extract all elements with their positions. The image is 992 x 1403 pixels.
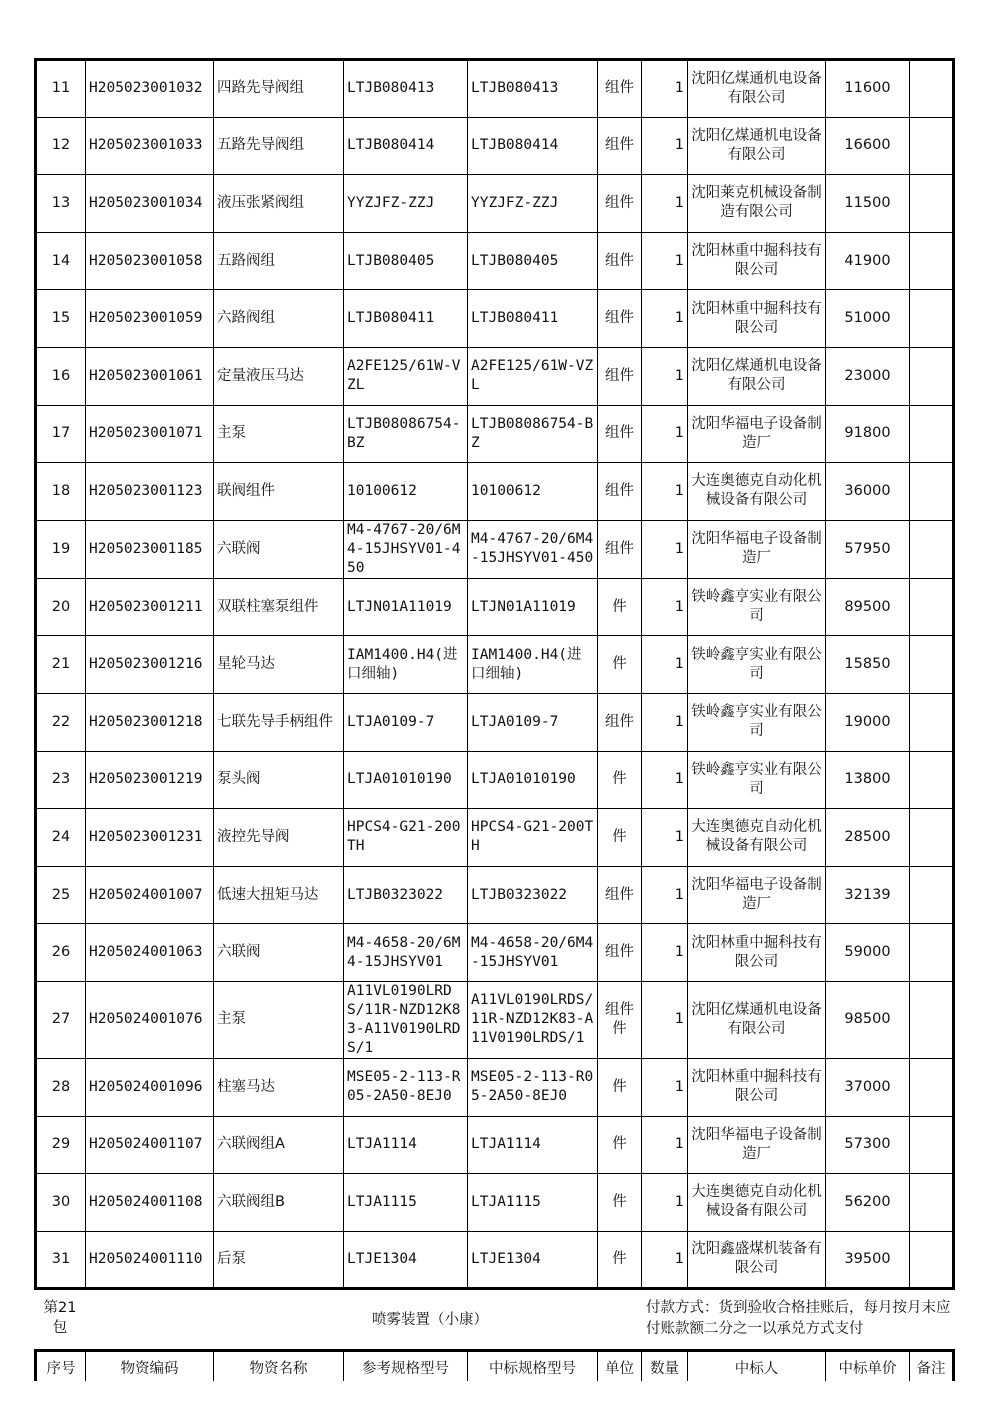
note-cell bbox=[910, 578, 954, 636]
bid-spec-cell: LTJB080413 bbox=[468, 60, 598, 118]
row-number-cell: 22 bbox=[36, 693, 86, 751]
unit-cell: 组件 bbox=[598, 924, 642, 982]
table-row bbox=[36, 520, 954, 578]
table-row bbox=[36, 1116, 954, 1174]
bid-spec-cell: A11VL0190LRDS/11R-NZD12K83-A11V0190LRDS/1 bbox=[468, 981, 598, 1058]
unit-cell: 件 bbox=[598, 578, 642, 636]
quantity-cell: 1 bbox=[642, 809, 688, 867]
material-name-cell: 六联阀组A bbox=[214, 1116, 344, 1174]
note-cell bbox=[910, 1058, 954, 1116]
reference-spec-cell: HPCS4-G21-200TH bbox=[344, 809, 468, 867]
package-footer bbox=[0, 1298, 992, 1350]
note-cell bbox=[910, 290, 954, 348]
material-code-cell: H205024001007 bbox=[86, 866, 214, 924]
quantity-cell: 1 bbox=[642, 463, 688, 521]
material-name-cell: 液控先导阀 bbox=[214, 809, 344, 867]
quantity-cell: 1 bbox=[642, 405, 688, 463]
row-number-cell: 23 bbox=[36, 751, 86, 809]
row-number-cell: 19 bbox=[36, 520, 86, 578]
quantity-cell: 1 bbox=[642, 1058, 688, 1116]
note-cell bbox=[910, 463, 954, 521]
table-row bbox=[36, 175, 954, 233]
unit-cell: 件 bbox=[598, 1058, 642, 1116]
table-row bbox=[36, 809, 954, 867]
bid-spec-cell: HPCS4-G21-200TH bbox=[468, 809, 598, 867]
quantity-cell: 1 bbox=[642, 693, 688, 751]
reference-spec-cell: LTJA1114 bbox=[344, 1116, 468, 1174]
reference-spec-cell: LTJA01010190 bbox=[344, 751, 468, 809]
row-number-cell: 16 bbox=[36, 347, 86, 405]
unit-price-cell: 89500 bbox=[826, 578, 910, 636]
material-name-cell: 主泵 bbox=[214, 981, 344, 1058]
material-name-cell: 六联阀 bbox=[214, 520, 344, 578]
bidder-cell: 大连奥德克自动化机械设备有限公司 bbox=[688, 809, 826, 867]
material-name-cell: 泵头阀 bbox=[214, 751, 344, 809]
header-price: 中标单价 bbox=[826, 1351, 910, 1381]
bidder-cell: 沈阳华福电子设备制造厂 bbox=[688, 405, 826, 463]
bid-spec-cell: LTJB080405 bbox=[468, 232, 598, 290]
material-name-cell: 液压张紧阀组 bbox=[214, 175, 344, 233]
note-cell bbox=[910, 232, 954, 290]
bid-spec-cell: LTJA1114 bbox=[468, 1116, 598, 1174]
reference-spec-cell: LTJN01A11019 bbox=[344, 578, 468, 636]
note-cell bbox=[910, 636, 954, 694]
quantity-cell: 1 bbox=[642, 1231, 688, 1289]
material-code-cell: H205023001219 bbox=[86, 751, 214, 809]
bid-spec-cell: LTJA1115 bbox=[468, 1174, 598, 1232]
note-cell bbox=[910, 981, 954, 1058]
bid-spec-cell: LTJA01010190 bbox=[468, 751, 598, 809]
unit-cell: 组件 bbox=[598, 117, 642, 175]
note-cell bbox=[910, 866, 954, 924]
bidder-cell: 铁岭鑫亨实业有限公司 bbox=[688, 578, 826, 636]
quantity-cell: 1 bbox=[642, 175, 688, 233]
row-number-cell: 18 bbox=[36, 463, 86, 521]
table-row bbox=[36, 981, 954, 1058]
bid-spec-cell: LTJB0323022 bbox=[468, 866, 598, 924]
unit-price-cell: 41900 bbox=[826, 232, 910, 290]
bid-spec-cell: A2FE125/61W-VZL bbox=[468, 347, 598, 405]
bidder-cell: 沈阳亿煤通机电设备有限公司 bbox=[688, 117, 826, 175]
bidder-cell: 沈阳亿煤通机电设备有限公司 bbox=[688, 60, 826, 118]
reference-spec-cell: 10100612 bbox=[344, 463, 468, 521]
material-code-cell: H205024001108 bbox=[86, 1174, 214, 1232]
quantity-cell: 1 bbox=[642, 981, 688, 1058]
table-row bbox=[36, 751, 954, 809]
table-row bbox=[36, 924, 954, 982]
material-name-cell: 六联阀 bbox=[214, 924, 344, 982]
unit-price-cell: 32139 bbox=[826, 866, 910, 924]
material-name-cell: 四路先导阀组 bbox=[214, 60, 344, 118]
bid-spec-cell: 10100612 bbox=[468, 463, 598, 521]
unit-price-cell: 51000 bbox=[826, 290, 910, 348]
bid-spec-cell: MSE05-2-113-R05-2A50-8EJ0 bbox=[468, 1058, 598, 1116]
material-name-cell: 星轮马达 bbox=[214, 636, 344, 694]
unit-cell: 组件 bbox=[598, 60, 642, 118]
reference-spec-cell: IAM1400.H4(进口细轴) bbox=[344, 636, 468, 694]
bidder-cell: 沈阳林重中掘科技有限公司 bbox=[688, 290, 826, 348]
table-row bbox=[36, 1231, 954, 1289]
quantity-cell: 1 bbox=[642, 1174, 688, 1232]
material-code-cell: H205023001071 bbox=[86, 405, 214, 463]
bidder-cell: 铁岭鑫亨实业有限公司 bbox=[688, 751, 826, 809]
bidder-cell: 大连奥德克自动化机械设备有限公司 bbox=[688, 1174, 826, 1232]
note-cell bbox=[910, 1174, 954, 1232]
table-row bbox=[36, 1174, 954, 1232]
material-name-cell: 柱塞马达 bbox=[214, 1058, 344, 1116]
header-code: 物资编码 bbox=[86, 1351, 214, 1381]
header-name: 物资名称 bbox=[214, 1351, 344, 1381]
unit-cell: 件 bbox=[598, 636, 642, 694]
bid-results-table bbox=[34, 58, 955, 1290]
row-number-cell: 12 bbox=[36, 117, 86, 175]
row-number-cell: 28 bbox=[36, 1058, 86, 1116]
reference-spec-cell: LTJB080405 bbox=[344, 232, 468, 290]
unit-cell: 件 bbox=[598, 1231, 642, 1289]
bidder-cell: 沈阳华福电子设备制造厂 bbox=[688, 1116, 826, 1174]
unit-price-cell: 28500 bbox=[826, 809, 910, 867]
quantity-cell: 1 bbox=[642, 866, 688, 924]
unit-price-cell: 37000 bbox=[826, 1058, 910, 1116]
bidder-cell: 沈阳林重中掘科技有限公司 bbox=[688, 1058, 826, 1116]
unit-cell: 组件 bbox=[598, 175, 642, 233]
row-number-cell: 29 bbox=[36, 1116, 86, 1174]
unit-price-cell: 98500 bbox=[826, 981, 910, 1058]
material-name-cell: 低速大扭矩马达 bbox=[214, 866, 344, 924]
unit-price-cell: 19000 bbox=[826, 693, 910, 751]
quantity-cell: 1 bbox=[642, 117, 688, 175]
bid-spec-cell: LTJA0109-7 bbox=[468, 693, 598, 751]
row-number-cell: 27 bbox=[36, 981, 86, 1058]
unit-price-cell: 11500 bbox=[826, 175, 910, 233]
unit-price-cell: 56200 bbox=[826, 1174, 910, 1232]
table-row bbox=[36, 290, 954, 348]
row-number-cell: 17 bbox=[36, 405, 86, 463]
material-code-cell: H205023001231 bbox=[86, 809, 214, 867]
material-name-cell: 主泵 bbox=[214, 405, 344, 463]
unit-price-cell: 39500 bbox=[826, 1231, 910, 1289]
quantity-cell: 1 bbox=[642, 60, 688, 118]
reference-spec-cell: M4-4658-20/6M4-15JHSYV01 bbox=[344, 924, 468, 982]
row-number-cell: 26 bbox=[36, 924, 86, 982]
table-row bbox=[36, 866, 954, 924]
bidder-cell: 沈阳林重中掘科技有限公司 bbox=[688, 232, 826, 290]
table-row bbox=[36, 405, 954, 463]
quantity-cell: 1 bbox=[642, 578, 688, 636]
row-number-cell: 11 bbox=[36, 60, 86, 118]
material-code-cell: H205024001063 bbox=[86, 924, 214, 982]
unit-cell: 组件件 bbox=[598, 981, 642, 1058]
unit-cell: 组件 bbox=[598, 290, 642, 348]
reference-spec-cell: LTJB080411 bbox=[344, 290, 468, 348]
unit-cell: 组件 bbox=[598, 232, 642, 290]
reference-spec-cell: LTJB0323022 bbox=[344, 866, 468, 924]
unit-price-cell: 15850 bbox=[826, 636, 910, 694]
row-number-cell: 14 bbox=[36, 232, 86, 290]
quantity-cell: 1 bbox=[642, 520, 688, 578]
unit-price-cell: 57300 bbox=[826, 1116, 910, 1174]
bid-spec-cell: LTJN01A11019 bbox=[468, 578, 598, 636]
table-row bbox=[36, 693, 954, 751]
note-cell bbox=[910, 1231, 954, 1289]
unit-price-cell: 91800 bbox=[826, 405, 910, 463]
bidder-cell: 沈阳亿煤通机电设备有限公司 bbox=[688, 347, 826, 405]
row-number-cell: 21 bbox=[36, 636, 86, 694]
unit-cell: 件 bbox=[598, 1116, 642, 1174]
bidder-cell: 大连奥德克自动化机械设备有限公司 bbox=[688, 463, 826, 521]
note-cell bbox=[910, 520, 954, 578]
note-cell bbox=[910, 347, 954, 405]
bidder-cell: 铁岭鑫亨实业有限公司 bbox=[688, 636, 826, 694]
table-row bbox=[36, 232, 954, 290]
unit-price-cell: 16600 bbox=[826, 117, 910, 175]
reference-spec-cell: M4-4767-20/6M4-15JHSYV01-450 bbox=[344, 520, 468, 578]
bidder-cell: 铁岭鑫亨实业有限公司 bbox=[688, 693, 826, 751]
quantity-cell: 1 bbox=[642, 636, 688, 694]
unit-cell: 件 bbox=[598, 1174, 642, 1232]
unit-cell: 组件 bbox=[598, 463, 642, 521]
material-name-cell: 定量液压马达 bbox=[214, 347, 344, 405]
row-number-cell: 15 bbox=[36, 290, 86, 348]
unit-cell: 件 bbox=[598, 809, 642, 867]
unit-price-cell: 57950 bbox=[826, 520, 910, 578]
header-qty: 数量 bbox=[642, 1351, 688, 1381]
unit-price-cell: 23000 bbox=[826, 347, 910, 405]
material-code-cell: H205023001058 bbox=[86, 232, 214, 290]
note-cell bbox=[910, 693, 954, 751]
bid-spec-cell: IAM1400.H4(进口细轴) bbox=[468, 636, 598, 694]
material-code-cell: H205024001110 bbox=[86, 1231, 214, 1289]
row-number-cell: 31 bbox=[36, 1231, 86, 1289]
bidder-cell: 沈阳亿煤通机电设备有限公司 bbox=[688, 981, 826, 1058]
reference-spec-cell: LTJB080413 bbox=[344, 60, 468, 118]
material-name-cell: 七联先导手柄组件 bbox=[214, 693, 344, 751]
unit-cell: 组件 bbox=[598, 405, 642, 463]
bidder-cell: 沈阳华福电子设备制造厂 bbox=[688, 520, 826, 578]
material-code-cell: H205023001032 bbox=[86, 60, 214, 118]
note-cell bbox=[910, 60, 954, 118]
header-unit: 单位 bbox=[598, 1351, 642, 1381]
material-name-cell: 联阀组件 bbox=[214, 463, 344, 521]
table-row bbox=[36, 636, 954, 694]
reference-spec-cell: LTJA1115 bbox=[344, 1174, 468, 1232]
reference-spec-cell: LTJB08086754-BZ bbox=[344, 405, 468, 463]
row-number-cell: 30 bbox=[36, 1174, 86, 1232]
quantity-cell: 1 bbox=[642, 751, 688, 809]
reference-spec-cell: A11VL0190LRDS/11R-NZD12K83-A11V0190LRDS/1 bbox=[344, 981, 468, 1058]
material-name-cell: 五路阀组 bbox=[214, 232, 344, 290]
reference-spec-cell: MSE05-2-113-R05-2A50-8EJ0 bbox=[344, 1058, 468, 1116]
unit-price-cell: 13800 bbox=[826, 751, 910, 809]
header-bidder: 中标人 bbox=[688, 1351, 826, 1381]
quantity-cell: 1 bbox=[642, 1116, 688, 1174]
bidder-cell: 沈阳华福电子设备制造厂 bbox=[688, 866, 826, 924]
unit-price-cell: 11600 bbox=[826, 60, 910, 118]
material-code-cell: H205023001185 bbox=[86, 520, 214, 578]
unit-cell: 件 bbox=[598, 751, 642, 809]
material-code-cell: H205023001061 bbox=[86, 347, 214, 405]
package-label: 第21包 bbox=[43, 1300, 77, 1336]
reference-spec-cell: A2FE125/61W-VZL bbox=[344, 347, 468, 405]
material-code-cell: H205023001123 bbox=[86, 463, 214, 521]
row-number-cell: 25 bbox=[36, 866, 86, 924]
quantity-cell: 1 bbox=[642, 924, 688, 982]
material-name-cell: 后泵 bbox=[214, 1231, 344, 1289]
quantity-cell: 1 bbox=[642, 290, 688, 348]
note-cell bbox=[910, 117, 954, 175]
table-row bbox=[36, 117, 954, 175]
table-row bbox=[36, 463, 954, 521]
next-table-header bbox=[34, 1349, 955, 1381]
material-name-cell: 双联柱塞泵组件 bbox=[214, 578, 344, 636]
row-number-cell: 20 bbox=[36, 578, 86, 636]
material-code-cell: H205023001218 bbox=[86, 693, 214, 751]
material-code-cell: H205023001211 bbox=[86, 578, 214, 636]
bid-spec-cell: M4-4767-20/6M4-15JHSYV01-450 bbox=[468, 520, 598, 578]
note-cell bbox=[910, 175, 954, 233]
bid-spec-cell: LTJB080411 bbox=[468, 290, 598, 348]
quantity-cell: 1 bbox=[642, 232, 688, 290]
header-ref-spec: 参考规格型号 bbox=[344, 1351, 468, 1381]
material-code-cell: H205024001096 bbox=[86, 1058, 214, 1116]
reference-spec-cell: LTJA0109-7 bbox=[344, 693, 468, 751]
bid-spec-cell: LTJE1304 bbox=[468, 1231, 598, 1289]
note-cell bbox=[910, 809, 954, 867]
material-code-cell: H205023001216 bbox=[86, 636, 214, 694]
note-cell bbox=[910, 751, 954, 809]
header-bid-spec: 中标规格型号 bbox=[468, 1351, 598, 1381]
unit-cell: 组件 bbox=[598, 347, 642, 405]
material-code-cell: H205024001076 bbox=[86, 981, 214, 1058]
row-number-cell: 24 bbox=[36, 809, 86, 867]
package-name: 喷雾装置（小康） bbox=[372, 1312, 488, 1328]
unit-cell: 组件 bbox=[598, 693, 642, 751]
material-code-cell: H205023001033 bbox=[86, 117, 214, 175]
bid-spec-cell: LTJB08086754-BZ bbox=[468, 405, 598, 463]
material-name-cell: 五路先导阀组 bbox=[214, 117, 344, 175]
material-name-cell: 六联阀组B bbox=[214, 1174, 344, 1232]
bid-spec-cell: M4-4658-20/6M4-15JHSYV01 bbox=[468, 924, 598, 982]
row-number-cell: 13 bbox=[36, 175, 86, 233]
reference-spec-cell: YYZJFZ-ZZJ bbox=[344, 175, 468, 233]
reference-spec-cell: LTJB080414 bbox=[344, 117, 468, 175]
quantity-cell: 1 bbox=[642, 347, 688, 405]
unit-price-cell: 59000 bbox=[826, 924, 910, 982]
table-row bbox=[36, 60, 954, 118]
reference-spec-cell: LTJE1304 bbox=[344, 1231, 468, 1289]
header-note: 备注 bbox=[910, 1351, 954, 1381]
material-name-cell: 六路阀组 bbox=[214, 290, 344, 348]
bid-spec-cell: LTJB080414 bbox=[468, 117, 598, 175]
note-cell bbox=[910, 1116, 954, 1174]
bidder-cell: 沈阳莱克机械设备制造有限公司 bbox=[688, 175, 826, 233]
bidder-cell: 沈阳林重中掘科技有限公司 bbox=[688, 924, 826, 982]
unit-cell: 组件 bbox=[598, 866, 642, 924]
table-row bbox=[36, 1058, 954, 1116]
material-code-cell: H205024001107 bbox=[86, 1116, 214, 1174]
bid-spec-cell: YYZJFZ-ZZJ bbox=[468, 175, 598, 233]
unit-price-cell: 36000 bbox=[826, 463, 910, 521]
note-cell bbox=[910, 405, 954, 463]
bidder-cell: 沈阳鑫盛煤机装备有限公司 bbox=[688, 1231, 826, 1289]
material-code-cell: H205023001034 bbox=[86, 175, 214, 233]
table-row bbox=[36, 347, 954, 405]
header-no: 序号 bbox=[36, 1351, 86, 1381]
unit-cell: 组件 bbox=[598, 520, 642, 578]
material-code-cell: H205023001059 bbox=[86, 290, 214, 348]
note-cell bbox=[910, 924, 954, 982]
payment-terms: 付款方式：货到验收合格挂账后，每月按月末应付账款额二分之一以承兑方式支付 bbox=[646, 1300, 951, 1337]
table-row bbox=[36, 578, 954, 636]
